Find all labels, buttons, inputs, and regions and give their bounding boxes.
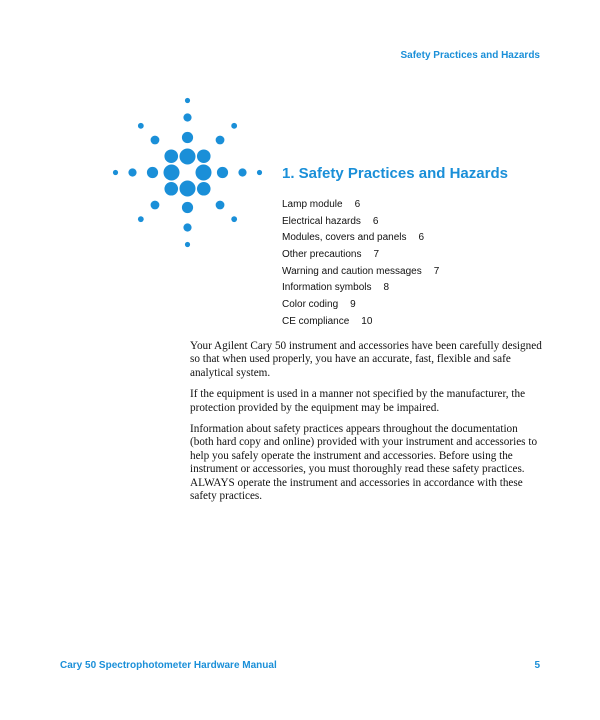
toc-item-page: 9 [350,299,356,311]
logo-dot [147,167,158,178]
toc-item-page: 6 [418,232,425,244]
toc-item-label: Lamp module [282,199,343,210]
logo-dot [138,123,144,129]
body-paragraph: Information about safety practices appears throughout the documentation (both hard copy and online) provided with your instrument and accessories to help you safely operate the instrument and accessories. Before using the instrument or accessories, you must thoroughly read these safety practices. ALWAYS operate the instrument and accessories in accordance with these safety practices. [190,423,538,503]
toc-item-label: Modules, covers and panels [282,232,407,244]
logo-dot [180,149,196,165]
footer-manual-title: Cary 50 Spectrophotometer Hardware Manual [60,660,277,671]
logo-dot [151,201,160,210]
toc-item-label: Color coding [282,299,339,311]
toc-item-ce-compliance[interactable] [282,314,439,331]
logo-dot [257,170,262,175]
logo-dot [183,113,191,121]
toc-item-color-coding[interactable] [282,297,439,314]
footer-page-number: 5 [534,660,540,671]
logo-dot [197,149,211,163]
logo-dot [216,136,225,145]
toc-item-other-precautions[interactable] [282,247,439,264]
logo-dot [164,165,180,181]
logo-dot [183,223,191,231]
toc-item-page: 6 [354,199,361,210]
toc-item-page: 7 [433,265,440,277]
logo-dot [238,168,246,176]
logo-dot [128,168,136,176]
toc-item-label: Information symbols [282,282,372,294]
logo-dot [216,201,225,210]
running-header: Safety Practices and Hazards [400,50,540,61]
logo-dot [164,149,178,163]
toc-item-label: Electrical hazards [282,215,361,227]
toc-item-lamp-module[interactable] [282,197,439,214]
toc-item-information-symbols[interactable] [282,280,439,297]
toc-item-label: Other precautions [282,249,362,261]
body-paragraph: Your Agilent Cary 50 instrument and accessories have been carefully designed so that when used properly, you have an accurate, fast, flexible and safe analytical system. [190,340,542,379]
logo-dot [180,181,196,197]
logo-dot [113,170,118,175]
logo-dot [151,136,160,145]
logo-dot [138,216,144,222]
body-text [190,340,542,511]
logo-dot [231,216,237,222]
toc-item-page: 7 [373,249,380,261]
logo-dot [197,182,211,196]
toc-item-modules-covers-panels[interactable] [282,230,439,247]
logo-dot [164,182,178,196]
logo-dot [217,167,228,178]
logo-dot [185,98,190,103]
toc-item-electrical-hazards[interactable] [282,214,439,231]
logo-dot [182,132,193,143]
toc-item-page: 10 [361,315,373,327]
chapter-toc [282,197,439,331]
toc-item-label: CE compliance [282,315,350,327]
toc-item-page: 8 [383,282,390,294]
toc-item-page: 6 [372,215,379,227]
logo-dot [196,165,212,181]
toc-item-label: Warning and caution messages [282,265,422,277]
toc-item-warning-caution-messages[interactable] [282,264,439,281]
chapter-title: 1. Safety Practices and Hazards [282,165,508,182]
body-paragraph: If the equipment is used in a manner not specified by the manufacturer, the protection provided by the equipment may be impaired. [190,388,526,414]
logo-dot [182,202,193,213]
agilent-spark-logo-icon [110,95,265,250]
logo-dot [185,242,190,247]
logo-dot [231,123,237,129]
